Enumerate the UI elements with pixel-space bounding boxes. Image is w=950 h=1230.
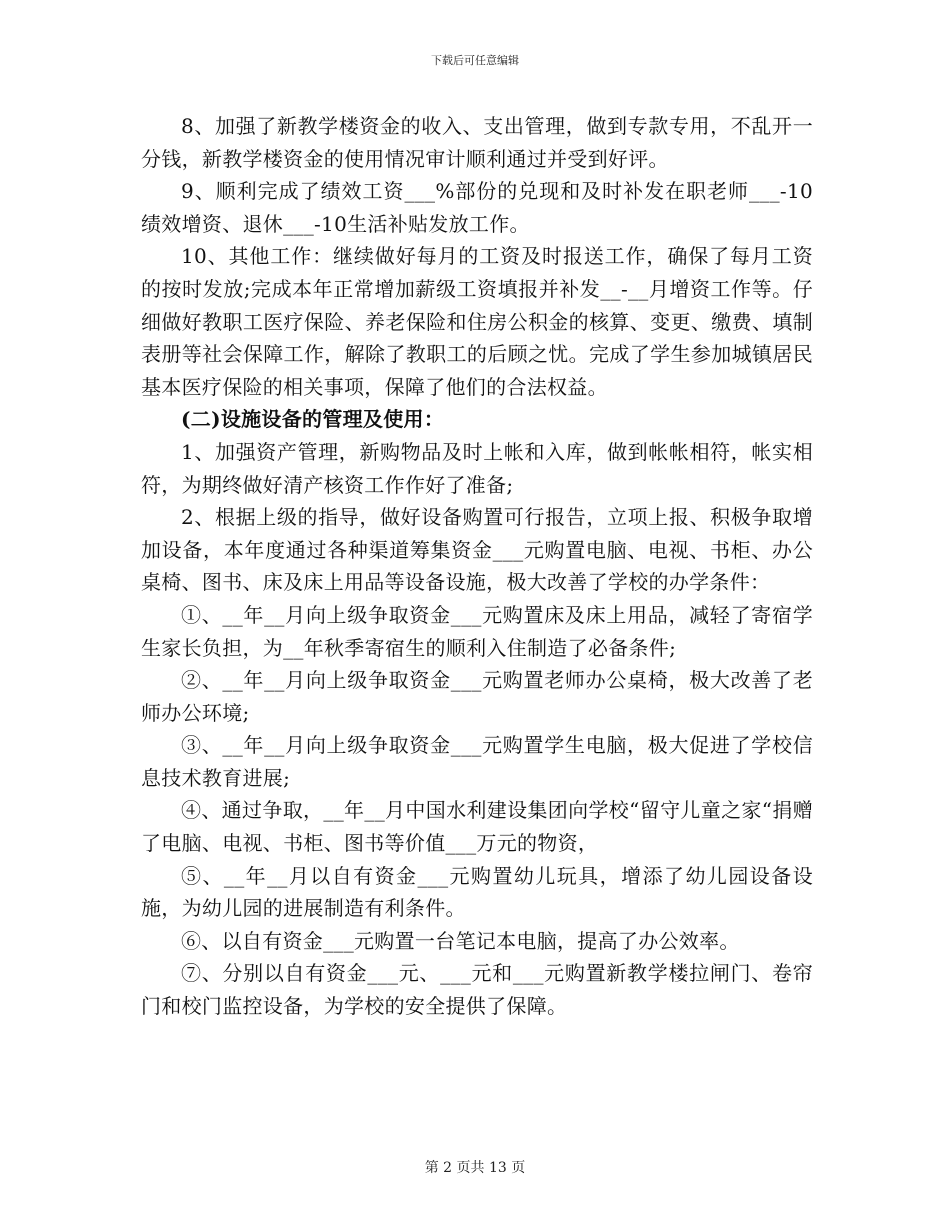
item-1: 1、加强资产管理，新购物品及时上帐和入库，做到帐帐相符，帐实相符，为期终做好清产核资工作作好了准备; <box>141 439 813 497</box>
sub-item-3: ③、__年__月向上级争取资金___元购置学生电脑，极大促进了学校信息技术教育进展; <box>141 733 813 790</box>
paragraph-8: 8、加强了新教学楼资金的收入、支出管理，做到专款专用，不乱开一分钱，新教学楼资金的使用情况审计顺利通过并受到好评。 <box>141 114 813 171</box>
item-2: 2、根据上级的指导，做好设备购置可行报告，立项上报、积极争取增加设备，本年度通过各种渠道筹集资金___元购置电脑、电视、书柜、办公桌椅、图书、床及床上用品等设备设施，极大改善了学校的办学条件： <box>141 505 813 595</box>
sub-item-4: ④、通过争取，__年__月中国水利建设集团向学校“留守儿童之家“捐赠了电脑、电视、书柜、图书等价值___万元的物资， <box>141 798 813 856</box>
sub-item-7: ⑦、分别以自有资金___元、___元和___元购置新教学楼拉闸门、卷帘门和校门监控设备，为学校的安全提供了保障。 <box>141 961 813 1019</box>
sub-item-6: ⑥、以自有资金___元购置一台笔记本电脑，提高了办公效率。 <box>181 928 740 953</box>
paragraph-9: 9、顺利完成了绩效工资___%部份的兑现和及时补发在职老师___-10绩效增资、退休___-10生活补贴发放工作。 <box>141 179 813 236</box>
page-header: 下载后可任意编辑 <box>431 54 519 67</box>
sub-item-5: ⑤、__年__月以自有资金___元购置幼儿玩具，增添了幼儿园设备设施，为幼儿园的进展制造有利条件。 <box>141 863 813 921</box>
section-heading: (二)设施设备的管理及使用： <box>181 407 445 432</box>
page-footer: 第 2 页共 13 页 <box>424 1160 526 1176</box>
document-body <box>141 110 813 1023</box>
sub-item-1: ①、__年__月向上级争取资金___元购置床及床上用品，减轻了寄宿学生家长负担，为__年秋季寄宿生的顺利入住制造了必备条件; <box>141 602 813 660</box>
paragraph-10: 10、其他工作：继续做好每月的工资及时报送工作，确保了每月工资的按时发放;完成本年正常增加薪级工资填报并补发__-__月增资工作等。仔细做好教职工医疗保险、养老保险和住房公积金的核算、变更、缴费、填制表册等社会保障工作，解除了教职工的后顾之忧。完成了学生参加城镇居民基本医疗保险的相关事项，保障了他们的合法权益。 <box>141 244 813 399</box>
sub-item-2: ②、__年__月向上级争取资金___元购置老师办公桌椅，极大改善了老师办公环境; <box>141 668 813 725</box>
